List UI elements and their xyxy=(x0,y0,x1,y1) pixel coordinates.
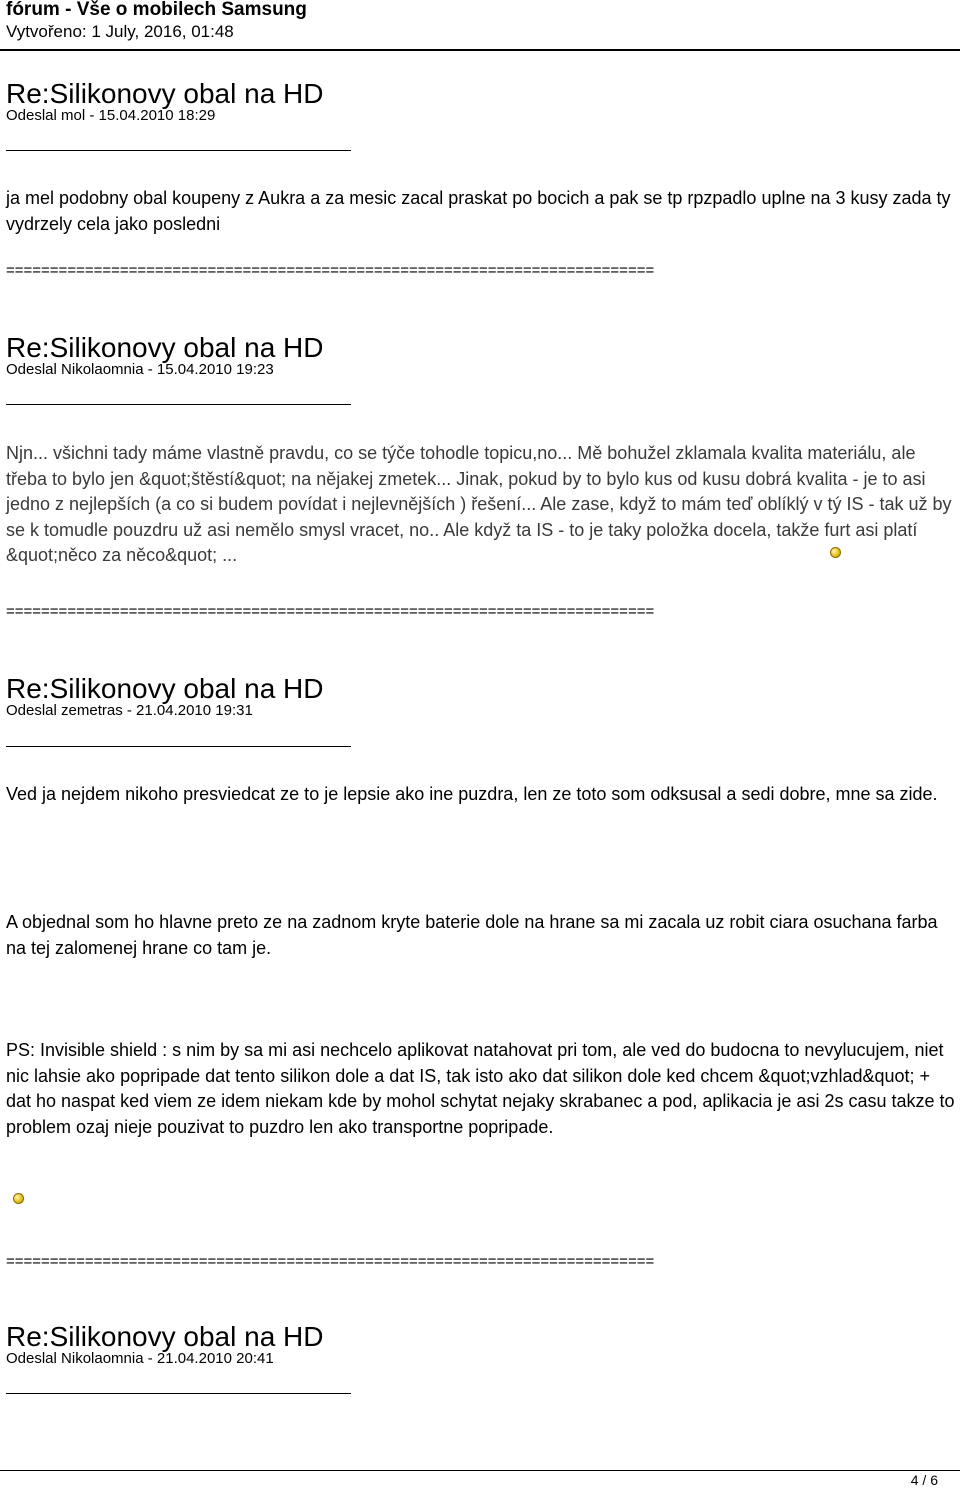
post-divider xyxy=(6,150,351,151)
post-divider xyxy=(6,1393,351,1394)
post-body: ja mel podobny obal koupeny z Aukra a za mesic zacal praskat po bocich a pak se tp rpzpadlo uplne na 3 kusy zada ty vydrzely cela jako posledni xyxy=(6,188,951,234)
post-title: Re:Silikonovy obal na HD xyxy=(6,332,324,363)
post-meta: Odeslal Nikolaomnia - 21.04.2010 20:41 xyxy=(6,1350,274,1367)
post-paragraph: A objednal som ho hlavne preto ze na zadnom kryte baterie dole na hrane sa mi zacala uz robit ciara osuchana farba na tej zalomenej hrane co tam je. xyxy=(6,912,938,958)
post-separator: ========================================================================== xyxy=(6,262,655,279)
post-title: Re:Silikonovy obal na HD xyxy=(6,78,324,109)
post-paragraph: PS: Invisible shield : s nim by sa mi asi nechcelo aplikovat natahovat pri tom, ale ved do budocna to nevylucujem, niet nic lahsie ako popripade dat tento silikon dole a dat IS, tak isto ako dat silikon dole ked chcem &quot;vzhlad&quot; + dat ho naspat ked viem ze idem niekam kde by mohol schytat nejaky skrabanec a pod, aplikacia je asi 2s casu takze to problem ozaj nieje pouzivat to puzdro len ako transportne popripade. xyxy=(6,1040,955,1137)
post-separator: ========================================================================== xyxy=(6,1253,655,1270)
header-divider xyxy=(0,49,960,51)
post-paragraph: Ved ja nejdem nikoho presviedcat ze to je lepsie ako ine puzdra, len ze toto som odksusal a sedi dobre, mne sa zide. xyxy=(6,784,938,804)
post-meta: Odeslal mol - 15.04.2010 18:29 xyxy=(6,107,216,124)
site-title: fórum - Vše o mobilech Samsung xyxy=(6,0,307,20)
post-divider xyxy=(6,746,351,747)
post-body: Njn... všichni tady máme vlastně pravdu, co se týče tohodle topicu,no... Mě bohužel zklamala kvalita materiálu, ale třeba to bylo jen &quot;štěstí&quot; na nějakej zmetek... Jinak, pokud by to bylo kus od kusu dobrá kvalita - je to asi jedno z nejlepších (a co si budem povídat i nejlevnějších ) řešení... Ale zase, když to mám teď oblíklý v tý IS - tak už by se k tomudle pouzdru už asi nemělo smysl vracet, no.. Ale když ta IS - to je taky položka docela, takže furt asi platí &quot;něco za něco&quot; ... xyxy=(6,443,952,565)
post-separator: ========================================================================== xyxy=(6,603,655,620)
post-title: Re:Silikonovy obal na HD xyxy=(6,1321,324,1352)
smiley-icon xyxy=(830,547,841,558)
post-title: Re:Silikonovy obal na HD xyxy=(6,673,324,704)
post-meta: Odeslal Nikolaomnia - 15.04.2010 19:23 xyxy=(6,361,274,378)
footer-divider xyxy=(0,1470,960,1471)
smiley-icon xyxy=(13,1193,24,1204)
created-date: Vytvořeno: 1 July, 2016, 01:48 xyxy=(6,22,234,41)
page-number: 4 / 6 xyxy=(910,1472,938,1488)
post-meta: Odeslal zemetras - 21.04.2010 19:31 xyxy=(6,702,253,719)
post-divider xyxy=(6,404,351,405)
